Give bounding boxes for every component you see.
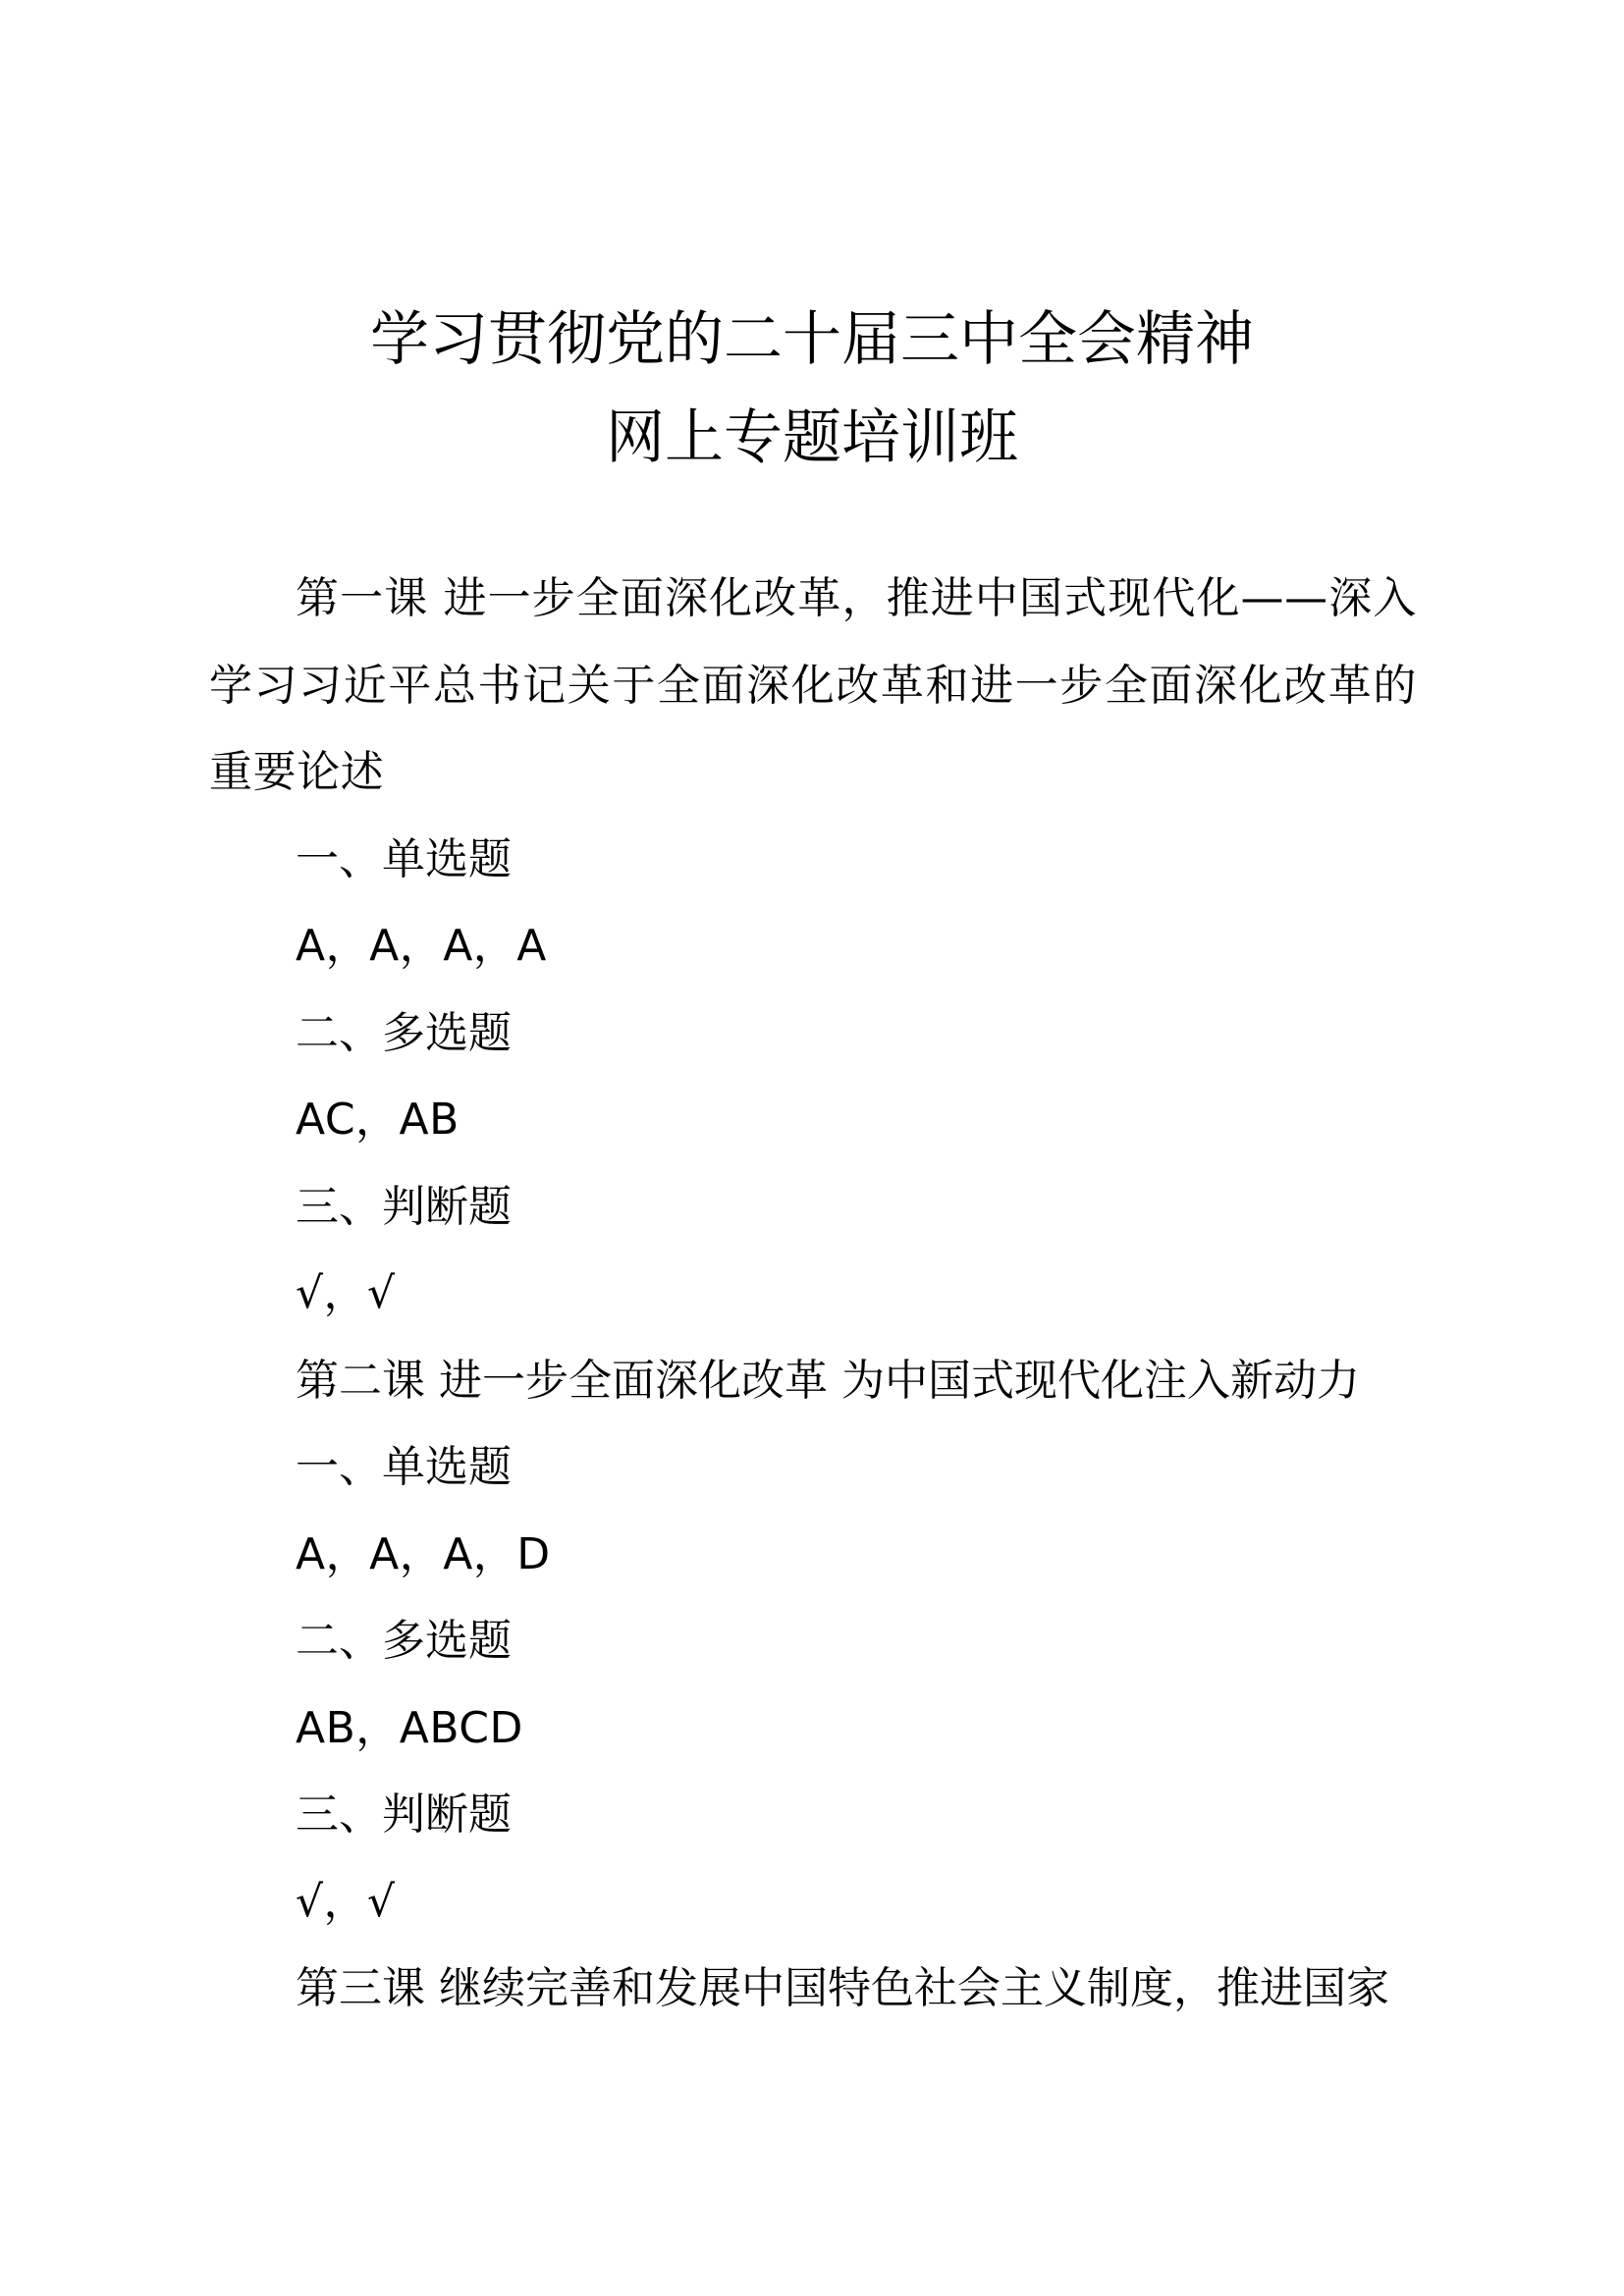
document-title [0,291,1624,487]
document-body [209,556,1417,2033]
lesson-2-true-false-label: 三、判断题 [296,1789,512,1840]
lesson-2-single-choice-label: 一、单选题 [296,1442,512,1492]
lesson-3-heading: 第三课 继续完善和发展中国特色社会主义制度，推进国家 [296,1963,1389,2013]
lesson-2-multiple-choice-answers: AB，ABCD [296,1702,523,1753]
title-line-1: 学习贯彻党的二十届三中全会精神 [370,305,1254,374]
lesson-2-multiple-choice-label: 二、多选题 [296,1616,512,1666]
lesson-1-multiple-choice-answers: AC，AB [296,1095,460,1145]
lesson-2-single-choice-answers: A，A，A，D [296,1528,551,1579]
lesson-1-true-false-answers: √，√ [296,1268,396,1318]
lesson-2-true-false-answers: √，√ [296,1876,396,1927]
lesson-1-heading: 第一课 进一步全面深化改革，推进中国式现代化——深入学习习近平总书记关于全面深化改革和进一步全面深化改革的重要论述 [209,573,1417,797]
lesson-1-single-choice-label: 一、单选题 [296,833,512,884]
title-line-2: 网上专题培训班 [606,403,1018,472]
lesson-1-multiple-choice-label: 二、多选题 [296,1007,512,1058]
lesson-1-single-choice-answers: A，A，A，A [296,921,547,971]
lesson-2-heading: 第二课 进一步全面深化改革 为中国式现代化注入新动力 [296,1355,1360,1406]
lesson-1-true-false-label: 三、判断题 [296,1181,512,1232]
